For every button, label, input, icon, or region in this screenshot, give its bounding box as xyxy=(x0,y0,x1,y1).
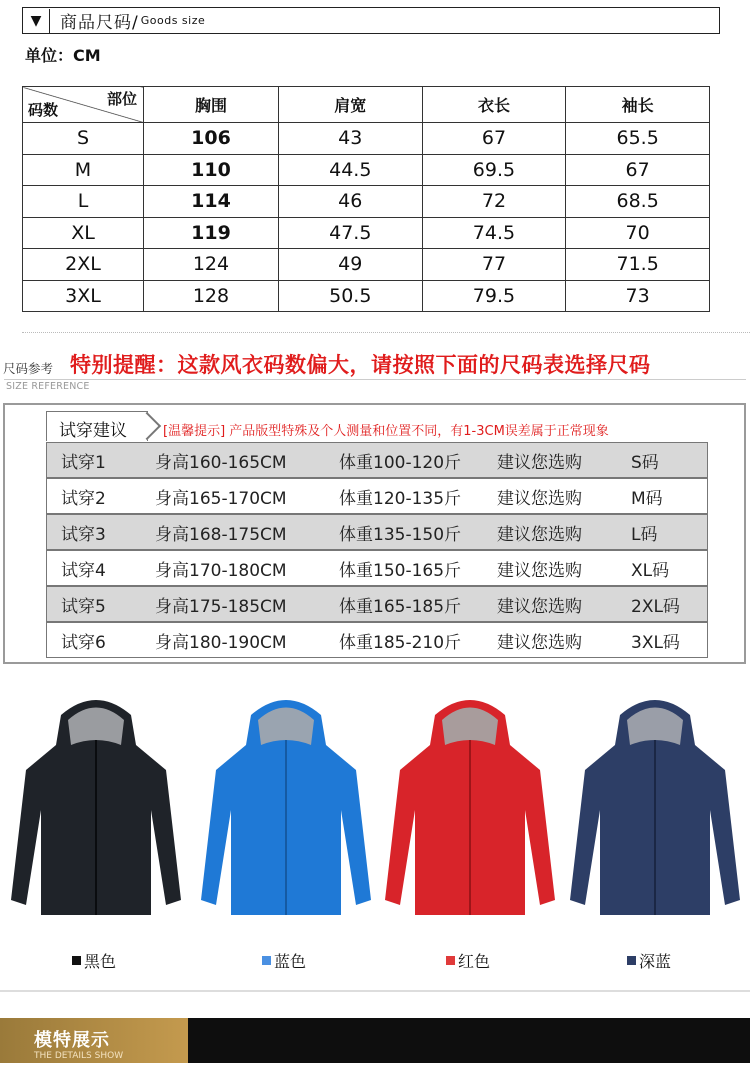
column-header: 袖长 xyxy=(566,87,710,123)
size-reference-label: 尺码参考 xyxy=(3,361,54,376)
details-show-subtitle: THE DETAILS SHOW xyxy=(34,1051,124,1061)
column-header: 肩宽 xyxy=(278,87,422,123)
fit-advice: 建议您选购 xyxy=(497,632,582,653)
fit-advice: 建议您选购 xyxy=(497,452,582,473)
fit-suggestion-tab: 试穿建议 xyxy=(46,411,148,441)
section-divider xyxy=(0,990,750,992)
red-swatch-icon xyxy=(446,956,455,965)
shoulder-cell: 50.5 xyxy=(278,280,422,312)
fit-advice: 建议您选购 xyxy=(497,596,582,617)
table-row xyxy=(23,249,710,281)
special-reminder: 特别提醒：这款风衣码数偏大，请按照下面的尺码表选择尺码 xyxy=(70,353,651,377)
blue-jacket-image xyxy=(196,690,376,925)
length-cell: 77 xyxy=(422,249,566,281)
header-title: 商品尺码/ xyxy=(60,13,139,33)
size-cell: XL xyxy=(23,217,144,249)
fit-row xyxy=(46,514,708,550)
shoulder-cell: 49 xyxy=(278,249,422,281)
shoulder-cell: 43 xyxy=(278,123,422,155)
size-cell: L xyxy=(23,186,144,218)
table-row xyxy=(23,186,710,218)
fit-height: 身高168-175CM xyxy=(155,524,287,545)
black-swatch-icon xyxy=(72,956,81,965)
color-label: 红色 xyxy=(458,952,491,971)
column-header: 胸围 xyxy=(144,87,279,123)
fit-row xyxy=(46,622,708,658)
chest-cell: 110 xyxy=(144,154,279,186)
black-jacket-image xyxy=(6,690,186,925)
blue-swatch-icon xyxy=(262,956,271,965)
fit-weight: 体重135-150斤 xyxy=(339,524,462,545)
fit-height: 身高165-170CM xyxy=(155,488,287,509)
shoulder-cell: 46 xyxy=(278,186,422,218)
sleeve-cell: 67 xyxy=(566,154,710,186)
color-label: 黑色 xyxy=(84,952,117,971)
navy-swatch-icon xyxy=(627,956,636,965)
sleeve-cell: 68.5 xyxy=(566,186,710,218)
length-cell: 72 xyxy=(422,186,566,218)
triangle-down-icon: ▼ xyxy=(23,9,50,33)
fit-advice: 建议您选购 xyxy=(497,488,582,509)
warm-tip: [温馨提示] 产品版型特殊及个人测量和位置不同，有1-3CM误差属于正常现象 xyxy=(163,424,609,439)
length-cell: 67 xyxy=(422,123,566,155)
corner-bottom-label: 码数 xyxy=(28,101,59,119)
chest-cell: 114 xyxy=(144,186,279,218)
shoulder-cell: 44.5 xyxy=(278,154,422,186)
table-row xyxy=(23,123,710,155)
fit-size: 3XL码 xyxy=(631,632,680,653)
fit-row xyxy=(46,550,708,586)
color-option-blue[interactable] xyxy=(262,949,306,972)
fit-row xyxy=(46,586,708,622)
fit-rows xyxy=(46,442,708,658)
size-cell: 2XL xyxy=(23,249,144,281)
fit-weight: 体重100-120斤 xyxy=(339,452,462,473)
length-cell: 74.5 xyxy=(422,217,566,249)
size-cell: S xyxy=(23,123,144,155)
table-row xyxy=(23,217,710,249)
jacket-color-gallery xyxy=(0,690,750,930)
fit-weight: 体重185-210斤 xyxy=(339,632,462,653)
fit-height: 身高170-180CM xyxy=(155,560,287,581)
navy-jacket-image xyxy=(565,690,745,925)
fit-row xyxy=(46,478,708,514)
fit-height: 身高175-185CM xyxy=(155,596,287,617)
red-jacket-image xyxy=(380,690,560,925)
fit-weight: 体重165-185斤 xyxy=(339,596,462,617)
unit-label: 单位：CM xyxy=(25,46,101,65)
length-cell: 79.5 xyxy=(422,280,566,312)
size-cell: M xyxy=(23,154,144,186)
fit-height: 身高180-190CM xyxy=(155,632,287,653)
column-header: 衣长 xyxy=(422,87,566,123)
corner-top-label: 部位 xyxy=(106,90,137,108)
fit-size: S码 xyxy=(631,452,659,473)
fit-weight: 体重150-165斤 xyxy=(339,560,462,581)
size-table xyxy=(22,86,710,312)
table-row xyxy=(23,280,710,312)
dotted-divider xyxy=(22,332,750,333)
sleeve-cell: 65.5 xyxy=(566,123,710,155)
color-option-red[interactable] xyxy=(446,949,490,972)
table-row xyxy=(23,154,710,186)
sleeve-cell: 73 xyxy=(566,280,710,312)
details-show-title: 模特展示 xyxy=(34,1030,110,1051)
fit-row xyxy=(46,442,708,478)
color-option-black[interactable] xyxy=(72,949,116,972)
fit-advice: 建议您选购 xyxy=(497,524,582,545)
header-subtitle: Goods size xyxy=(140,14,206,27)
goods-size-header xyxy=(22,7,720,34)
jacket-shape xyxy=(11,700,181,915)
sleeve-cell: 70 xyxy=(566,217,710,249)
fit-name: 试穿6 xyxy=(61,632,106,653)
corner-cell xyxy=(23,87,144,123)
fit-name: 试穿1 xyxy=(61,452,106,473)
chest-cell: 124 xyxy=(144,249,279,281)
color-label: 蓝色 xyxy=(274,952,307,971)
reference-divider xyxy=(4,379,746,380)
fit-weight: 体重120-135斤 xyxy=(339,488,462,509)
chest-cell: 106 xyxy=(144,123,279,155)
fit-size: M码 xyxy=(631,488,663,509)
fit-name: 试穿4 xyxy=(61,560,106,581)
fit-size: XL码 xyxy=(631,560,670,581)
fit-height: 身高160-165CM xyxy=(155,452,287,473)
color-label: 深蓝 xyxy=(639,952,672,971)
fit-name: 试穿2 xyxy=(61,488,106,509)
shoulder-cell: 47.5 xyxy=(278,217,422,249)
length-cell: 69.5 xyxy=(422,154,566,186)
chest-cell: 128 xyxy=(144,280,279,312)
fit-size: L码 xyxy=(631,524,658,545)
size-table-header xyxy=(23,87,710,123)
sleeve-cell: 71.5 xyxy=(566,249,710,281)
color-swatches xyxy=(0,949,750,975)
size-reference-en: SIZE REFERENCE xyxy=(6,381,90,392)
fit-name: 试穿3 xyxy=(61,524,106,545)
fit-size: 2XL码 xyxy=(631,596,680,617)
color-option-navy[interactable] xyxy=(627,949,671,972)
chest-cell: 119 xyxy=(144,217,279,249)
fit-advice: 建议您选购 xyxy=(497,560,582,581)
fit-name: 试穿5 xyxy=(61,596,106,617)
size-cell: 3XL xyxy=(23,280,144,312)
